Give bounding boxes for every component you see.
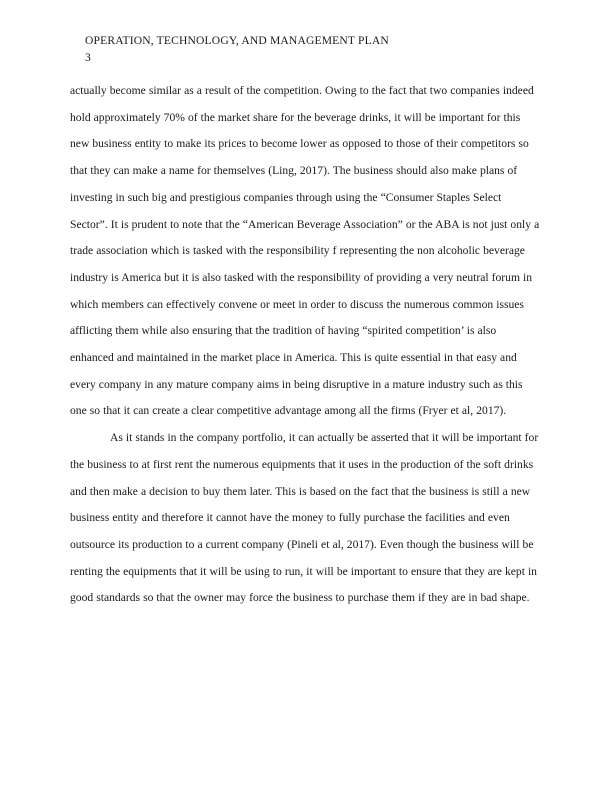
paragraph: As it stands in the company portfolio, it can actually be asserted that it will be important for the business to at first rent the numerous equipments that it uses in the production of the soft drinks and then make a decision to buy them later. This is based on the fact that the business is still a new business entity and therefore it cannot have the money to fully purchase the facilities and even outsource its production to a current company (Pineli et al, 2017). Even though the business will be renting the equipments that it will be using to run, it will be important to ensure that they are kept in good standards so that the owner may force the business to purchase them if they are in bad shape.: [70, 431, 539, 605]
running-head-title: OPERATION, TECHNOLOGY, AND MANAGEMENT PLAN: [85, 34, 389, 47]
page-number: 3: [85, 51, 91, 64]
running-head: [85, 33, 545, 66]
document-body: [70, 78, 542, 612]
paragraph: actually become similar as a result of the competition. Owing to the fact that two companies indeed hold approximately 70% of the market share for the beverage drinks, it will be important for this new business entity to make its prices to become lower as opposed to those of their competitors so that they can make a name for themselves (Ling, 2017). The business should also make plans of investing in such big and prestigious companies through using the “Consumer Staples Select Sector”. It is prudent to note that the “American Beverage Association” or the ABA is not just only a trade association which is tasked with the responsibility f representing the non alcoholic beverage industry is America but it is also tasked with the responsibility of providing a very neutral forum in which members can effectively convene or meet in order to discuss the numerous common issues afflicting them while also ensuring that the tradition of having “spirited competition’ is also enhanced and maintained in the market place in America. This is quite essential in that easy and every company in any mature company aims in being disruptive in a mature industry such as this one so that it can create a clear competitive advantage among all the firms (Fryer et al, 2017).: [70, 84, 540, 418]
